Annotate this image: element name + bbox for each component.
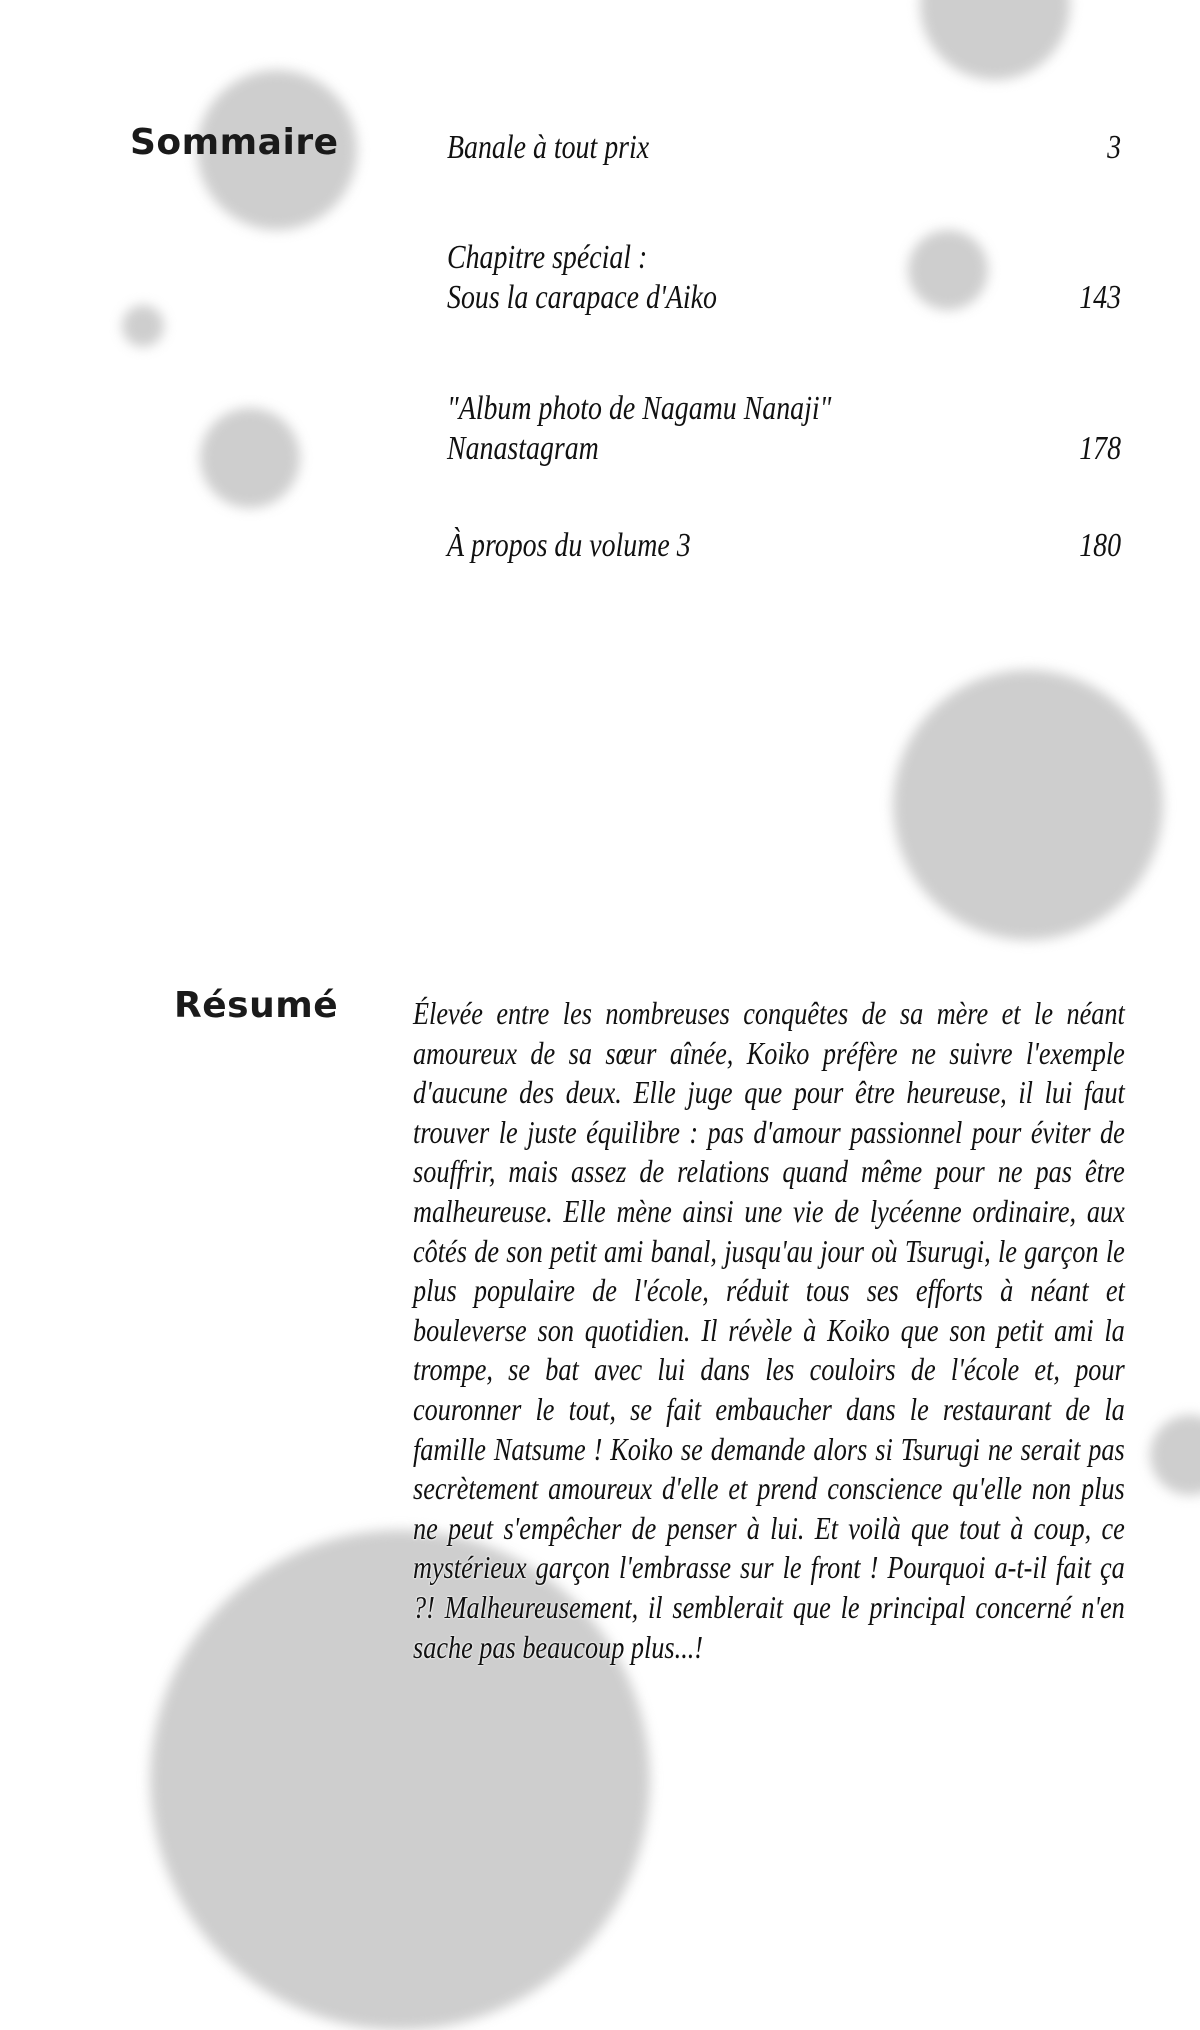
toc-entry-subtitle: Nanastagram xyxy=(447,430,599,467)
toc-entry-page: 143 xyxy=(1079,279,1122,316)
toc-entry-title: "Album photo de Nagamu Nanaji" xyxy=(447,390,832,427)
background-bubble xyxy=(893,670,1163,940)
toc-entry-page: 180 xyxy=(1079,527,1122,564)
summary-text: Élevée entre les nombreuses conquêtes de sa mère et le néant amoureux de sa sœur aînée, Koiko préfère ne suivre l'exemple d'aucune des deux. Elle juge que pour être heureuse, il lui faut trouver le juste équilibre : pas d'amour passionnel pour éviter de souffrir, mais assez de relations quand même pour ne pas être malheureuse. Elle mène ainsi une vie de lycéenne ordinaire, aux côtés de son petit ami banal, jusqu'au jour où Tsurugi, le garçon le plus populaire de l'école, réduit tous ses efforts à néant et bouleverse son quotidien. Il révèle à Koiko que son petit ami la trompe, se bat avec lui dans les couloirs de l'école et, pour couronner le tout, se fait embaucher dans le restaurant de la famille Natsume ! Koiko se demande alors si Tsurugi ne serait pas secrètement amoureux d'elle et prend conscience qu'elle non plus ne peut s'empêcher de penser à lui. Et voilà que tout à coup, ce mystérieux garçon l'embrasse sur le front ! Pourquoi a-t-il fait ça ?! Malheureusement, il semblerait que le principal concerné n'en sache pas beaucoup plus...! xyxy=(413,995,1125,1665)
toc-entry xyxy=(447,389,1121,469)
toc-entry-subtitle: Sous la carapace d'Aiko xyxy=(447,279,717,316)
summary-heading: Résumé xyxy=(174,985,339,1026)
background-bubble xyxy=(200,408,300,508)
toc-entry xyxy=(447,128,1121,168)
toc-entry-title: Banale à tout prix xyxy=(447,129,650,166)
toc-entry xyxy=(447,526,1121,566)
toc-entry-title: Chapitre spécial : xyxy=(447,239,648,276)
background-bubble xyxy=(920,0,1070,80)
contents-heading: Sommaire xyxy=(130,122,339,163)
background-bubble xyxy=(122,305,164,347)
background-bubble xyxy=(1150,1415,1200,1495)
toc-entry-page: 3 xyxy=(1107,129,1122,166)
toc-entry xyxy=(447,238,1121,318)
toc-entry-title: À propos du volume 3 xyxy=(447,527,691,564)
toc-entry-page: 178 xyxy=(1079,430,1122,467)
